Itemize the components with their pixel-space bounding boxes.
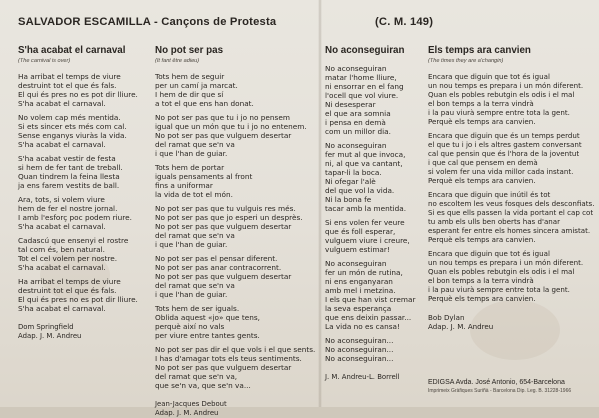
stanza — [325, 336, 425, 363]
lyric-line: tapar-li la boca. — [325, 168, 382, 177]
stanza — [155, 72, 325, 108]
lyric-line: la vida de tot el món. — [155, 190, 233, 199]
lyric-line: que ens deixin passar... — [325, 313, 412, 322]
stanza — [155, 204, 325, 249]
lyric-line: Tots hem de portar — [155, 163, 225, 172]
lyric-line: i pensa en demà — [325, 118, 386, 127]
lyric-line: vulguem estimar! — [325, 245, 390, 254]
lyric-line: el que ara somnia — [325, 109, 391, 118]
lyric-line: perquè així no vals — [155, 322, 225, 331]
stanza — [18, 113, 148, 149]
song-subtitle: (The carnival is over) — [18, 58, 71, 64]
lyric-line: No volem cap més mentida. — [18, 113, 121, 122]
lyric-line: del que vol la vida. — [325, 186, 395, 195]
lyric-line: cal que pensin que és l'hora de la joventut — [428, 149, 580, 158]
credit-line: Adap. J. M. Andreu — [428, 322, 494, 331]
lyric-line: ja ens farem vestits de ball. — [18, 181, 120, 190]
lyric-line: Quan tindrem la feina llesta — [18, 172, 120, 181]
lyric-line: un nou temps es prepara i un món diferent. — [428, 258, 584, 267]
lyric-line: i la pau viurà sempre entre tota la gent. — [428, 108, 570, 117]
lyric-line: matar l'home lliure, — [325, 73, 397, 82]
lyric-line: fins a uniformar — [155, 181, 213, 190]
song-column — [155, 45, 325, 418]
lyric-line: igual que un món que tu i jo no entenem. — [155, 122, 307, 131]
stanza — [18, 154, 148, 190]
lyric-line: un nou temps es prepara i un món diferent. — [428, 81, 584, 90]
lyric-line: No aconseguiran — [325, 64, 387, 73]
lyric-line: Tots hem de seguir — [155, 72, 225, 81]
lyric-line: Cadascú que ensenyi el rostre — [18, 236, 129, 245]
lyric-line: Perquè els temps ara canvien. — [428, 294, 536, 303]
credit-line: Adap. J. M. Andreu — [18, 332, 82, 340]
lyric-line: del ramat que se'n va — [155, 140, 235, 149]
lyric-line: tu amb els ulls ben oberts has d'anar — [428, 217, 561, 226]
stanza — [155, 113, 325, 158]
lyric-line: Tot el cel volem per nostre. — [18, 254, 118, 263]
credit-line: J. M. Andreu-L. Borrell — [325, 373, 400, 381]
stanza — [18, 277, 148, 313]
lyric-line: Quan els pobles rebutgin els odis i el mal — [428, 267, 575, 276]
lyric-line: la seva esperança — [325, 304, 392, 313]
lyric-line: el que tu i jo i els altres gastem conversant — [428, 140, 582, 149]
lyric-line: el bon temps a la terra vindrà — [428, 276, 534, 285]
song-subtitle: (The times they are a'changin) — [428, 58, 504, 64]
lyric-line: i que cal que pensem en demà — [428, 158, 538, 167]
song-credits — [428, 313, 588, 331]
credit-line: Bob Dylan — [428, 313, 465, 322]
lyric-line: amb mel i metzina. — [325, 286, 396, 295]
lyric-line: El qui és pres no es pot dir lliure. — [18, 295, 138, 304]
lyric-line: del ramat que se'n va — [155, 231, 235, 240]
lyric-line: Si es que ells passen la vida portant el cap cot — [428, 208, 594, 217]
lyric-line: Encara que diguin que és un temps perdut — [428, 131, 580, 140]
stanza — [428, 249, 588, 303]
lyric-line: No aconseguiran... — [325, 345, 394, 354]
lyric-line: si volem fer una vida millor cada instant. — [428, 167, 574, 176]
stanza — [18, 195, 148, 231]
lyric-line: No pot ser pas que jo esperi un desprès. — [155, 213, 303, 222]
lyric-line: S'ha acabat el carnaval. — [18, 140, 106, 149]
lyric-line: a tot el que ens han donat. — [155, 99, 254, 108]
lyric-line: Ara, tots, si volem viure — [18, 195, 105, 204]
stanza — [18, 72, 148, 108]
lyric-line: que és foll esperar, — [325, 227, 396, 236]
stanza — [428, 131, 588, 185]
lyric-line: No pot ser pas el pensar diferent. — [155, 254, 278, 263]
lyric-line: com un millor dia. — [325, 127, 391, 136]
lyric-line: iguals pensaments al front — [155, 172, 253, 181]
catalog-code: (C. M. 149) — [375, 16, 434, 28]
song-subtitle: (It fant être adieu) — [155, 58, 200, 64]
stanza — [428, 72, 588, 126]
lyric-line: Perquè els temps ara canvien. — [428, 176, 536, 185]
lyric-line: Encara que diguin que tot és igual — [428, 72, 550, 81]
lyric-line: Ni ofegar l'alè — [325, 177, 376, 186]
lyric-line: Tots hem de ser iguals. — [155, 304, 240, 313]
lyric-line: Ha arribat el temps de viure — [18, 72, 121, 81]
lyric-line: hem de fer el nostre jornal. — [18, 204, 118, 213]
song-title: No pot ser pas — [155, 45, 224, 56]
lyric-line: i que l'han de guiar. — [155, 290, 228, 299]
song-credits — [155, 400, 325, 418]
stanza — [155, 345, 325, 390]
lyric-line: per un camí ja marcat. — [155, 81, 238, 90]
lyric-line: No pot ser pas que vulguem desertar — [155, 363, 292, 372]
song-credits — [18, 323, 148, 341]
lyric-line: i la pau viurà sempre entre tota la gent. — [428, 285, 570, 294]
song-column — [325, 45, 425, 382]
printer-info: Imprimeix Gràfiques Suriñà - Barcelona Dip. Leg. B. 31228-1966 — [428, 388, 572, 394]
lyric-line: I els que han vist cremar — [325, 295, 416, 304]
stanza — [155, 163, 325, 199]
lyric-line: No aconseguiran — [325, 259, 387, 268]
lyric-line: No aconseguiran... — [325, 336, 394, 345]
lyric-line: No pot ser pas que tu vulguis res més. — [155, 204, 296, 213]
lyric-line: Ni la bona fe — [325, 195, 372, 204]
song-column — [18, 45, 148, 341]
lyric-line: I has d'amagar tots els teus sentiments. — [155, 354, 302, 363]
lyric-line: Si ets sincer ets més com cal. — [18, 122, 127, 131]
lyric-line: S'ha acabat el carnaval. — [18, 99, 106, 108]
lyric-line: Perquè els temps ara canvien. — [428, 117, 536, 126]
lyric-line: No pot ser pas que vulguem desertar — [155, 272, 292, 281]
lyric-line: No aconseguiran... — [325, 354, 394, 363]
lyric-line: ni ensorrar en el fang — [325, 82, 404, 91]
lyric-line: ni ens enganyaran — [325, 277, 393, 286]
sheet-header — [18, 16, 581, 34]
stanza — [428, 190, 595, 244]
lyric-line: que se'n va, que se'n va... — [155, 381, 251, 390]
lyric-line: No aconseguiran — [325, 141, 387, 150]
credit-line: Adap. J. M. Andreu — [155, 409, 219, 417]
stanza — [325, 141, 425, 213]
lyric-line: vulguem viure i creure, — [325, 236, 410, 245]
lyric-line: l'ocell que vol viure. — [325, 91, 399, 100]
lyric-line: esperant fer entre els homes sincera amistat. — [428, 226, 591, 235]
lyric-line: Sense enganys viuràs la vida. — [18, 131, 127, 140]
lyric-line: no escoltem les veus fosques dels desconfiats. — [428, 199, 595, 208]
lyric-line: destruint tot el que és fals. — [18, 286, 117, 295]
lyric-line: i que l'han de guiar. — [155, 149, 228, 158]
stanza — [18, 236, 148, 272]
lyric-line: No pot ser pas que vulguem desertar — [155, 131, 292, 140]
lyric-line: per viure entre tantes gents. — [155, 331, 260, 340]
lyric-line: El qui és pres no es pot dir lliure. — [18, 90, 138, 99]
album-title: SALVADOR ESCAMILLA - Cançons de Protesta — [18, 16, 277, 28]
lyric-line: ni, al que va cantant, — [325, 159, 403, 168]
publisher-address: EDIGSA Avda. José Antonio, 654-Barcelona — [428, 379, 565, 386]
lyric-line: La vida no es cansa! — [325, 322, 400, 331]
lyric-line: fer mut al que invoca, — [325, 150, 406, 159]
credit-line: Jean-Jacques Debout — [155, 400, 227, 408]
lyric-line: tacar amb la mentida. — [325, 204, 407, 213]
lyric-line: No pot ser pas que tu i jo no pensem — [155, 113, 290, 122]
song-column — [428, 45, 595, 331]
lyric-line: I amb l'esforç poc podem riure. — [18, 213, 132, 222]
song-credits — [325, 373, 425, 382]
stanza — [325, 64, 425, 136]
lyric-line: Si ens volen fer veure — [325, 218, 405, 227]
lyric-line: No pot ser pas dir el que vols i el que sents. — [155, 345, 316, 354]
lyric-line: I hem de dir que sí — [155, 90, 224, 99]
lyric-line: Encara que diguin que inútil és tot — [428, 190, 551, 199]
lyric-line: No pot ser pas que vulguem desertar — [155, 222, 292, 231]
lyric-line: si hem de fer tant de treball. — [18, 163, 123, 172]
lyric-line: S'ha acabat el carnaval. — [18, 222, 106, 231]
lyric-line: Encara que diguin que tot és igual — [428, 249, 550, 258]
lyric-line: el bon temps a la terra vindrà — [428, 99, 534, 108]
lyric-line: Quan els pobles rebutgin els odis i el mal — [428, 90, 575, 99]
lyric-line: No pot ser pas anar contracorrent. — [155, 263, 282, 272]
lyric-line: del ramat que se'n va, — [155, 372, 238, 381]
publisher-footer — [428, 378, 571, 395]
lyric-line: Ha arribat el temps de viure — [18, 277, 121, 286]
lyric-line: Perquè els temps ara canvien. — [428, 235, 536, 244]
song-title: S'ha acabat el carnaval — [18, 45, 126, 56]
lyric-line: Ni desesperar — [325, 100, 376, 109]
lyric-line: S'ha acabat el carnaval. — [18, 263, 106, 272]
lyric-line: tal com és, ben natural. — [18, 245, 105, 254]
song-title: No aconseguiran — [325, 45, 405, 56]
credit-line: Dom Springfield — [18, 323, 74, 331]
lyric-line: S'ha acabat vestir de festa — [18, 154, 116, 163]
song-title: Els temps ara canvien — [428, 45, 531, 56]
stanza — [155, 304, 325, 340]
stanza — [155, 254, 325, 299]
lyric-line: destruint tot el que és fals. — [18, 81, 117, 90]
stanza — [325, 259, 425, 331]
lyric-line: S'ha acabat el carnaval. — [18, 304, 106, 313]
stanza — [325, 218, 425, 254]
lyric-line: i que l'han de guiar. — [155, 240, 228, 249]
lyric-line: fer un món de rutina, — [325, 268, 403, 277]
lyric-line: Oblida aquest «jo» que tens, — [155, 313, 260, 322]
lyric-line: del ramat que se'n va — [155, 281, 235, 290]
